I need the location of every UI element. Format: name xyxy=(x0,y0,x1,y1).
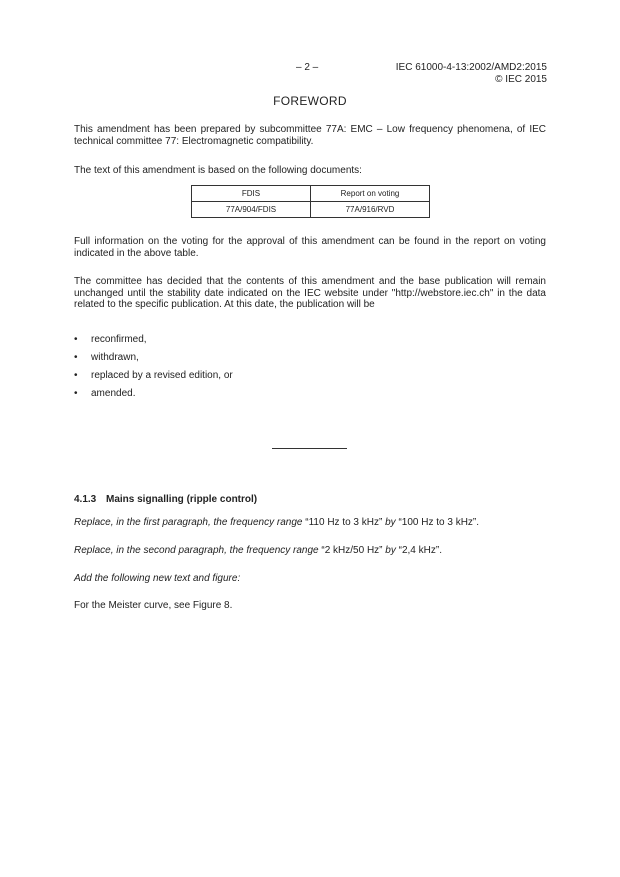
old-value: “2 kHz/50 Hz” xyxy=(318,545,386,556)
section-divider xyxy=(272,448,347,449)
paragraph-prepared-by: This amendment has been prepared by subcommittee 77A: EMC – Low frequency phenomena, of IEC technical committee 77: Electromagnetic compatibility. xyxy=(74,124,546,147)
table-header-row xyxy=(192,186,430,202)
standard-id: IEC 61000-4-13:2002/AMD2:2015 xyxy=(395,62,547,73)
instruction-add-text: Add the following new text and figure: xyxy=(74,573,241,584)
table-header-report: Report on voting xyxy=(311,186,430,202)
new-value: “2,4 kHz”. xyxy=(395,545,442,556)
meister-curve-reference: For the Meister curve, see Figure 8. xyxy=(74,600,233,611)
instruction-first-paragraph xyxy=(74,517,546,529)
table-row xyxy=(192,202,430,218)
table-header-fdis: FDIS xyxy=(192,186,311,202)
clause-heading xyxy=(74,494,257,505)
instruction-by: by xyxy=(385,545,396,556)
copyright-line: © IEC 2015 xyxy=(495,73,547,85)
instruction-italic-text: Replace, in the second paragraph, the frequency range xyxy=(74,545,319,556)
paragraph-committee-decision: The committee has decided that the contents of this amendment and the base publication will remain unchanged until the stability date indicated on the IEC website under "http://webstore.iec.ch" in the data related to the specific publication. At this date, the publication will be xyxy=(74,276,546,310)
old-value: “110 Hz to 3 kHz” xyxy=(302,517,386,528)
instruction-second-paragraph xyxy=(74,545,546,557)
list-item: • withdrawn, xyxy=(74,352,233,370)
new-value: “100 Hz to 3 kHz”. xyxy=(395,517,480,528)
page-number: – 2 – xyxy=(296,62,319,73)
clause-number: 4.1.3 xyxy=(74,494,97,505)
instruction-italic-text: Replace, in the first paragraph, the frequency range xyxy=(74,517,303,528)
paragraph-voting-info: Full information on the voting for the approval of this amendment can be found in the report on voting indicated in the above table. xyxy=(74,236,546,259)
publication-options-list xyxy=(74,334,233,406)
list-item: • reconfirmed, xyxy=(74,334,233,352)
instruction-by: by xyxy=(385,517,396,528)
voting-documents-table xyxy=(191,185,430,218)
page-title: FOREWORD xyxy=(273,94,347,108)
list-item: • amended. xyxy=(74,388,233,406)
table-cell-rvd: 77A/916/RVD xyxy=(311,202,430,218)
list-item: • replaced by a revised edition, or xyxy=(74,370,233,388)
paragraph-based-on: The text of this amendment is based on the following documents: xyxy=(74,165,362,176)
standard-reference xyxy=(396,62,547,85)
table-cell-fdis: 77A/904/FDIS xyxy=(192,202,311,218)
clause-title: Mains signalling (ripple control) xyxy=(106,494,258,505)
